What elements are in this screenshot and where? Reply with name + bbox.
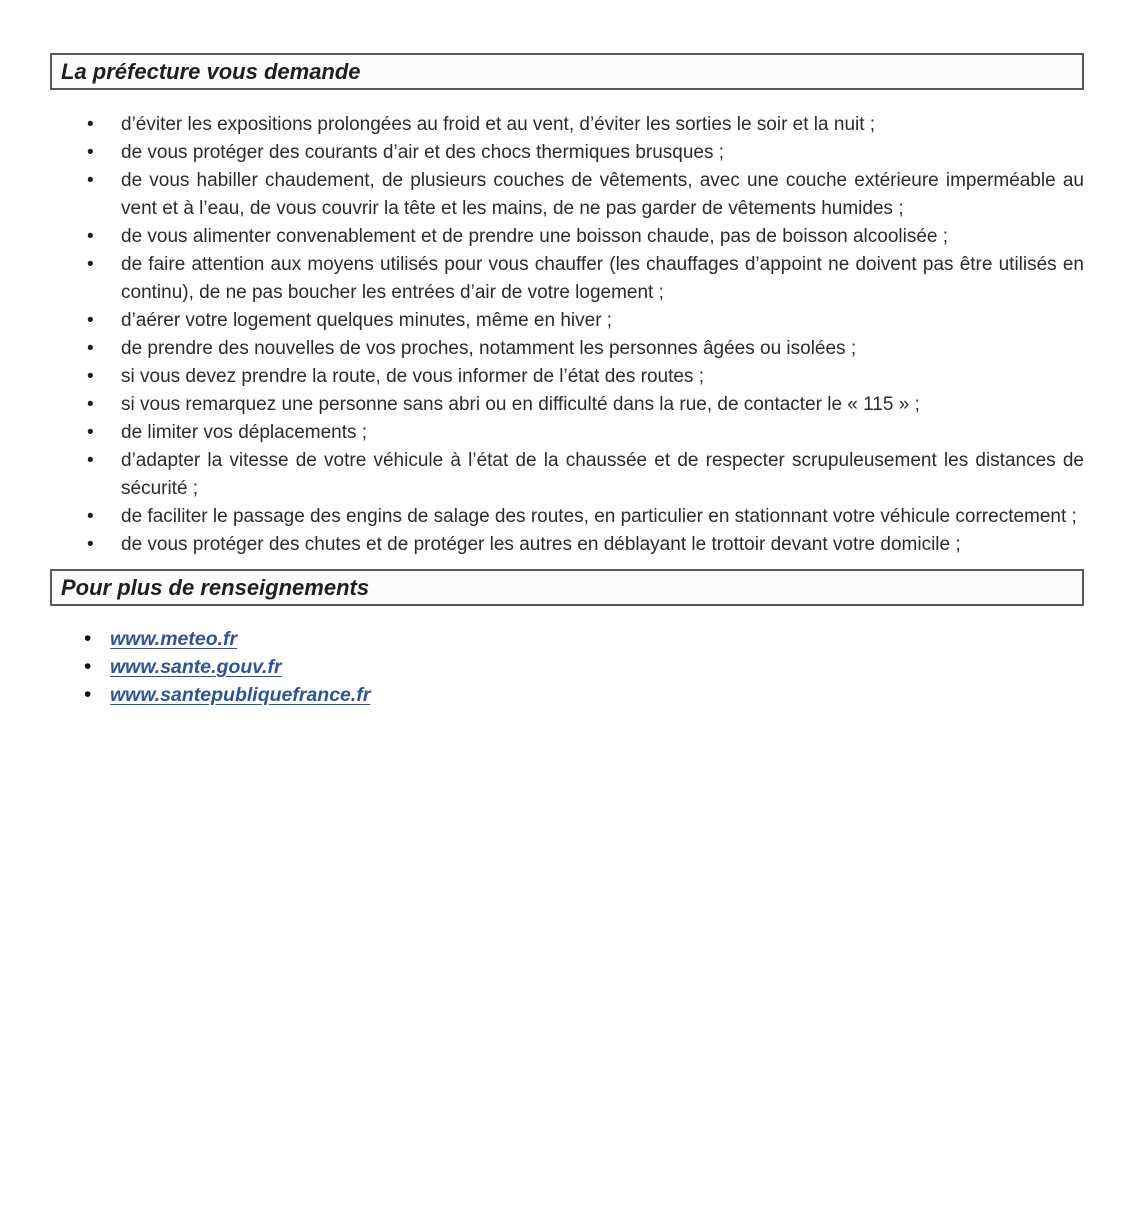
section-title-prefecture: La préfecture vous demande [61, 58, 361, 84]
advice-item: • de limiter vos déplacements ; [50, 419, 1084, 447]
advice-list [50, 111, 1084, 559]
section-header-prefecture [50, 53, 1084, 90]
link-item [50, 625, 1084, 653]
advice-item: • d’adapter la vitesse de votre véhicule à l’état de la chaussée et de respecter scrupuleusement les distances de sécurité ; [50, 447, 1084, 503]
section-title-renseignements: Pour plus de renseignements [61, 574, 370, 600]
links-list [50, 625, 1084, 709]
advice-item: • de faire attention aux moyens utilisés pour vous chauffer (les chauffages d’appoint ne doivent pas être utilisés en continu), de ne pas boucher les entrées d’air de votre logement ; [50, 251, 1084, 307]
advice-item: • d’aérer votre logement quelques minutes, même en hiver ; [50, 307, 1084, 335]
link-item [50, 653, 1084, 681]
external-link[interactable]: www.meteo.fr [110, 628, 238, 650]
advice-item: • de vous protéger des chutes et de protéger les autres en déblayant le trottoir devant votre domicile ; [50, 531, 1084, 559]
external-link[interactable]: www.santepubliquefrance.fr [110, 684, 371, 706]
advice-item: • d’éviter les expositions prolongées au froid et au vent, d’éviter les sorties le soir et la nuit ; [50, 111, 1084, 139]
advice-item: • de vous alimenter convenablement et de prendre une boisson chaude, pas de boisson alcoolisée ; [50, 223, 1084, 251]
advice-item: • si vous devez prendre la route, de vous informer de l’état des routes ; [50, 363, 1084, 391]
advice-item: • de faciliter le passage des engins de salage des routes, en particulier en stationnant votre véhicule correctement ; [50, 503, 1084, 531]
link-item [50, 681, 1084, 709]
advice-item: • de vous protéger des courants d’air et des chocs thermiques brusques ; [50, 139, 1084, 167]
advice-item: • si vous remarquez une personne sans abri ou en difficulté dans la rue, de contacter le « 115 » ; [50, 391, 1084, 419]
advice-item: • de prendre des nouvelles de vos proches, notamment les personnes âgées ou isolées ; [50, 335, 1084, 363]
external-link[interactable]: www.sante.gouv.fr [110, 656, 282, 678]
advice-item: • de vous habiller chaudement, de plusieurs couches de vêtements, avec une couche extérieure imperméable au vent et à l’eau, de vous couvrir la tête et les mains, de ne pas garder de vêtements humides ; [50, 167, 1084, 223]
section-header-renseignements [50, 569, 1084, 606]
